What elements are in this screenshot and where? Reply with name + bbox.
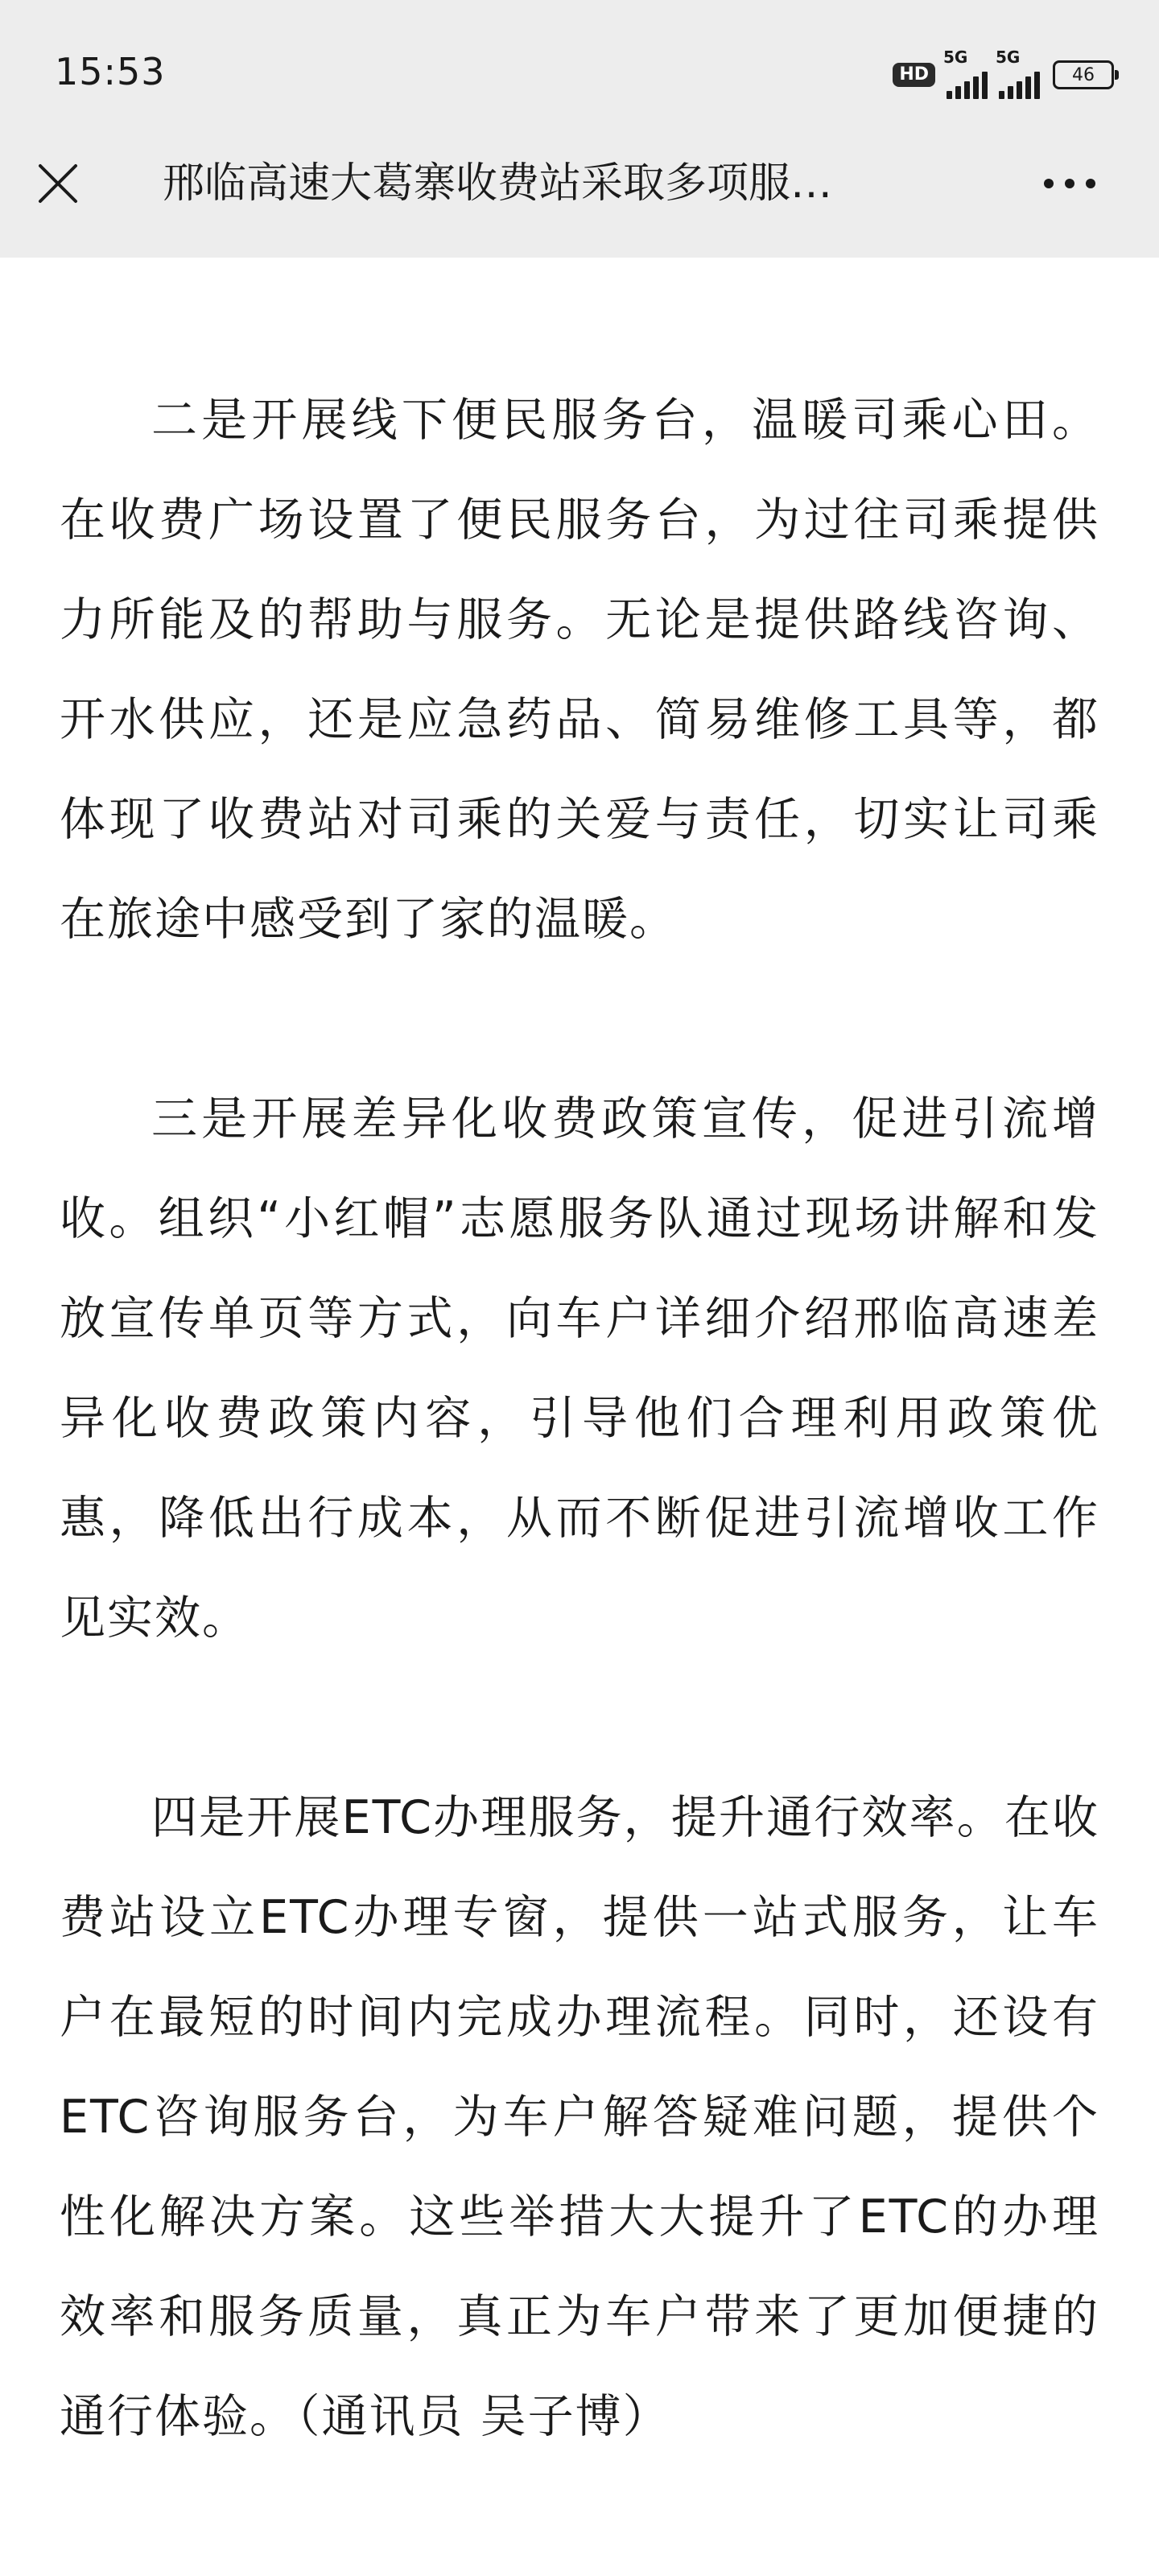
signal-icon	[943, 47, 988, 99]
article-body	[60, 370, 1099, 2566]
close-button[interactable]	[32, 158, 84, 209]
battery-icon	[1053, 60, 1114, 89]
page-title: 邢临高速大葛寨收费站采取多项服…	[163, 159, 833, 208]
more-dot-icon	[1044, 179, 1054, 188]
more-dot-icon	[1086, 179, 1095, 188]
battery-level: 46	[1072, 64, 1095, 85]
network-type-label: 5G	[943, 47, 968, 67]
more-dot-icon	[1065, 179, 1074, 188]
paragraph-toll-policy: 三是开展差异化收费政策宣传，促进引流增收。组织“小红帽”志愿服务队通过现场讲解和发放宣传单页等方式，向车户详细介绍邢临高速差异化收费政策内容，引导他们合理利用政策优惠，降低出行成本，从而不断促进引流增收工作见实效。	[60, 1092, 1099, 1645]
close-icon	[35, 161, 80, 206]
network-type-label-2: 5G	[996, 47, 1021, 67]
top-bar	[0, 0, 1159, 258]
signal-icon-2	[996, 47, 1040, 99]
paragraph-service-desk: 二是开展线下便民服务台，温暖司乘心田。在收费广场设置了便民服务台，为过往司乘提供力所能及的帮助与服务。无论是提供路线咨询、开水供应，还是应急药品、简易维修工具等，都体现了收费站对司乘的关爱与责任，切实让司乘在旅途中感受到了家的温暖。	[60, 394, 1099, 946]
status-icons	[893, 47, 1114, 97]
paragraph-etc-service: 四是开展ETC办理服务，提升通行效率。在收费站设立ETC办理专窗，提供一站式服务，让车户在最短的时间内完成办理流程。同时，还设有ETC咨询服务台，为车户解答疑难问题，提供个性化解决方案。这些举措大大提升了ETC的办理效率和服务质量，真正为车户带来了更加便捷的通行体验。（通讯员 吴子博）	[60, 1791, 1099, 2443]
hd-voice-icon: HD	[893, 63, 935, 87]
status-time: 15:53	[55, 50, 166, 93]
more-button[interactable]	[1025, 158, 1114, 209]
